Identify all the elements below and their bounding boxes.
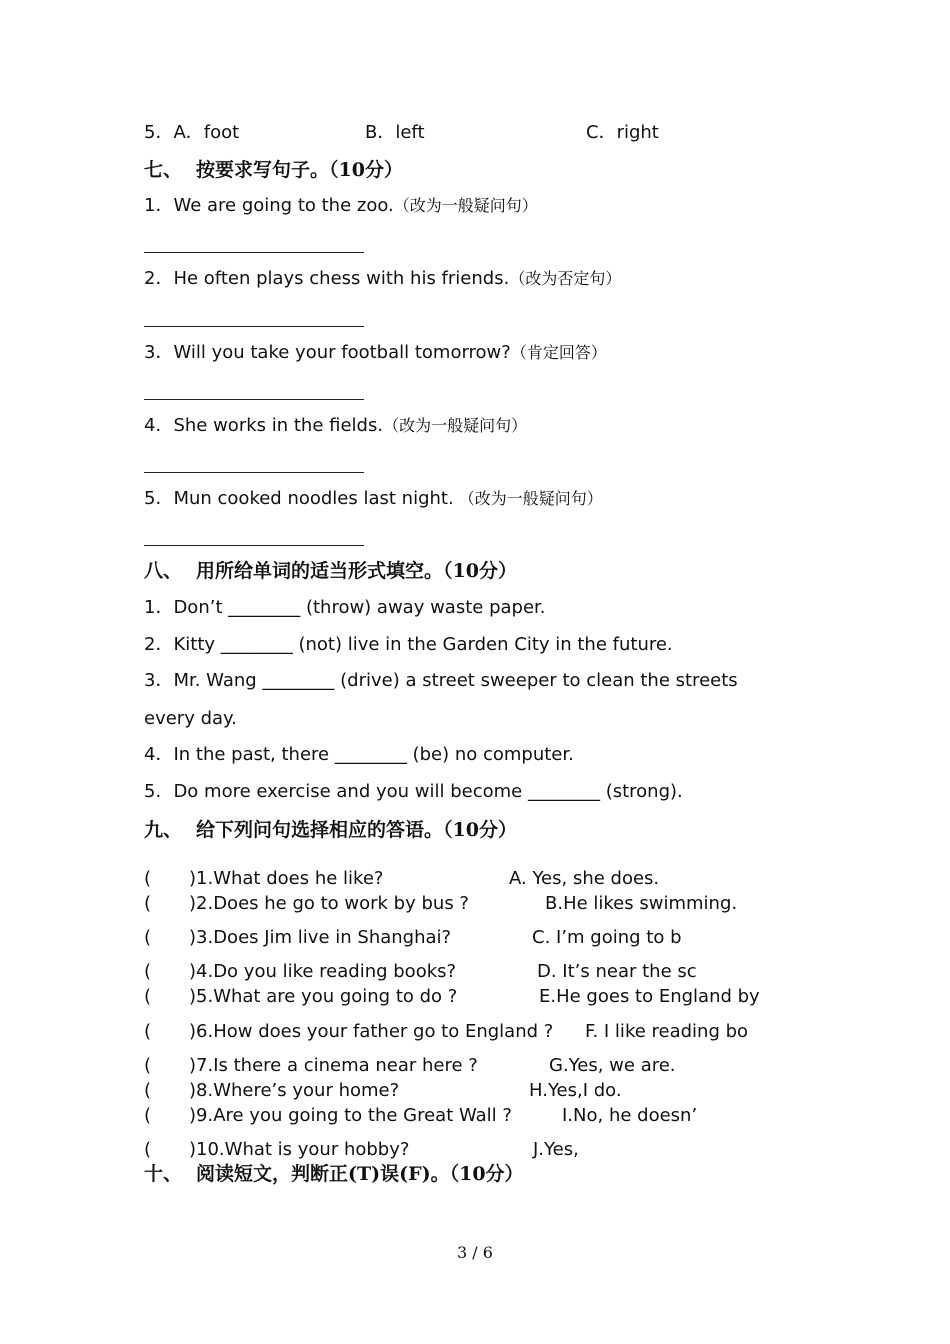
- s9-paren-5[interactable]: (: [144, 986, 152, 1007]
- q6-option-b: B．left: [365, 122, 425, 143]
- section-7-heading: [144, 158, 403, 182]
- s7-answer-line-2[interactable]: [144, 326, 364, 327]
- s9-question-6: )6.How does your father go to England ?: [189, 1021, 554, 1042]
- section-7-title: 按要求写句子。（10分）: [196, 159, 403, 181]
- s9-answer-h: H.Yes,I do.: [529, 1080, 622, 1101]
- section-10-heading: [144, 1162, 524, 1186]
- q6-option-c: C．right: [586, 122, 659, 143]
- s7-item-3: [144, 342, 607, 364]
- s8-item-2: 2．Kitty ________ (not) live in the Garden City in the future.: [144, 634, 673, 655]
- s8-item-1: 1．Don’t ________ (throw) away waste paper.: [144, 597, 546, 618]
- s7-answer-line-5[interactable]: [144, 545, 364, 546]
- section-10-title: 阅读短文，判断正(T)误(F)。（10分）: [196, 1163, 524, 1185]
- section-7-number: 七、: [144, 159, 183, 181]
- s9-answer-c: C. I’m going to b: [532, 927, 682, 948]
- s9-answer-a: A. Yes, she does.: [509, 868, 660, 889]
- section-8-title: 用所给单词的适当形式填空。（10分）: [196, 560, 517, 582]
- s7-item-1-text: 1．We are going to the zoo.: [144, 195, 394, 216]
- s7-item-2-note: （改为否定句）: [509, 269, 622, 288]
- s9-question-2: )2.Does he go to work by bus ?: [189, 893, 469, 914]
- page-number: 3 / 6: [457, 1243, 493, 1262]
- s9-answer-f: F. I like reading bo: [585, 1021, 749, 1042]
- s7-item-5-text: 5．Mun cooked noodles last night.: [144, 488, 454, 509]
- section-10-number: 十、: [144, 1163, 183, 1185]
- section-8-heading: [144, 559, 517, 583]
- s9-question-10: )10.What is your hobby?: [189, 1139, 410, 1160]
- section-9-number: 九、: [144, 819, 183, 841]
- s9-question-9: )9.Are you going to the Great Wall ?: [189, 1105, 512, 1126]
- s9-question-4: )4.Do you like reading books?: [189, 961, 457, 982]
- s7-answer-line-1[interactable]: [144, 252, 364, 253]
- s7-item-5: [144, 488, 603, 510]
- s7-item-3-text: 3．Will you take your football tomorrow?: [144, 342, 511, 363]
- s9-paren-8[interactable]: (: [144, 1080, 152, 1101]
- s9-paren-10[interactable]: (: [144, 1139, 152, 1160]
- s8-item-3-cont: every day.: [144, 708, 237, 729]
- s7-item-4-note: （改为一般疑问句）: [383, 416, 528, 435]
- s9-answer-e: E.He goes to England by: [539, 986, 760, 1007]
- s8-item-5: 5．Do more exercise and you will become ________ (strong).: [144, 781, 683, 802]
- s7-item-4-text: 4．She works in the fields.: [144, 415, 384, 436]
- s9-paren-9[interactable]: (: [144, 1105, 152, 1126]
- s9-question-1: )1.What does he like?: [189, 868, 384, 889]
- s8-item-3: 3．Mr. Wang ________ (drive) a street sweeper to clean the streets: [144, 670, 738, 691]
- s9-question-7: )7.Is there a cinema near here ?: [189, 1055, 478, 1076]
- s7-item-1: [144, 195, 538, 217]
- s7-answer-line-4[interactable]: [144, 472, 364, 473]
- s9-answer-g: G.Yes, we are.: [549, 1055, 676, 1076]
- s7-item-3-note: （肯定回答）: [510, 343, 607, 362]
- s7-item-2: [144, 268, 621, 290]
- s9-question-5: )5.What are you going to do ?: [189, 986, 458, 1007]
- q6-item-5: 5．A．foot: [144, 122, 240, 143]
- s9-paren-7[interactable]: (: [144, 1055, 152, 1076]
- s9-answer-i: I.No, he doesn’: [562, 1105, 698, 1126]
- section-9-heading: [144, 818, 517, 842]
- s9-paren-6[interactable]: (: [144, 1021, 152, 1042]
- s8-item-4: 4．In the past, there ________ (be) no computer.: [144, 744, 574, 765]
- s9-paren-4[interactable]: (: [144, 961, 152, 982]
- section-8-number: 八、: [144, 560, 183, 582]
- s7-item-1-note: （改为一般疑问句）: [393, 196, 538, 215]
- s9-paren-3[interactable]: (: [144, 927, 152, 948]
- s9-paren-1[interactable]: (: [144, 868, 152, 889]
- s9-question-8: )8.Where’s your home?: [189, 1080, 400, 1101]
- s7-item-2-text: 2．He often plays chess with his friends.: [144, 268, 510, 289]
- section-9-title: 给下列问句选择相应的答语。（10分）: [196, 819, 517, 841]
- s9-paren-2[interactable]: (: [144, 893, 152, 914]
- s9-question-3: )3.Does Jim live in Shanghai?: [189, 927, 452, 948]
- s9-answer-d: D. It’s near the sc: [537, 961, 697, 982]
- s7-item-5-note: （改为一般疑问句）: [453, 489, 603, 508]
- s9-answer-b: B.He likes swimming.: [545, 893, 738, 914]
- s7-item-4: [144, 415, 527, 437]
- s7-answer-line-3[interactable]: [144, 399, 364, 400]
- s9-answer-j: J.Yes,: [533, 1139, 579, 1160]
